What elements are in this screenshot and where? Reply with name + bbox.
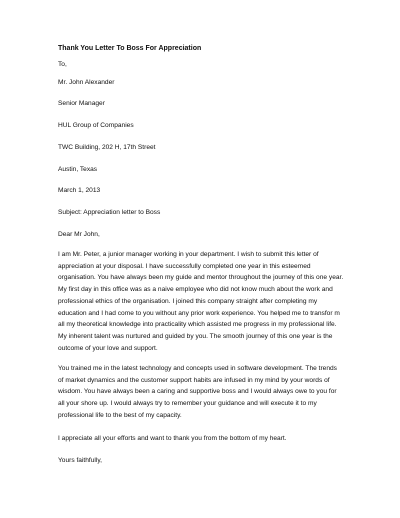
paragraph-line: all my theoretical knowledge into practicality which assisted me progress in my professional life. bbox=[58, 321, 337, 329]
paragraph-line: professional ethics of the organisation. I joined this company straight after completing my bbox=[58, 297, 318, 305]
letter-date: March 1, 2013 bbox=[58, 187, 101, 194]
paragraph-line: My inherent talent was nurtured and guided by you. The smooth journey of this one year is the bbox=[58, 332, 333, 340]
paragraph-line: all your shore up. I would always try to remember your guidance and will execute it to my bbox=[58, 400, 317, 408]
paragraph-line: education and I had come to you without any prior work experience. You helped me to transfor m bbox=[58, 309, 340, 317]
paragraph-line: outcome of your love and support. bbox=[58, 344, 158, 352]
recipient-title: Senior Manager bbox=[58, 100, 105, 107]
paragraph-line: appreciation at your disposal. I have successfully completed one year in this esteemed bbox=[58, 262, 311, 270]
greeting: Dear Mr John, bbox=[58, 231, 100, 238]
paragraph-1 bbox=[58, 249, 378, 354]
paragraph-3: I appreciate all your efforts and want to thank you from the bottom of my heart. bbox=[58, 435, 287, 442]
paragraph-2 bbox=[58, 363, 378, 422]
paragraph-line: My first day in this office was as a naive employee who did not know much about the work and bbox=[58, 286, 333, 294]
address-line: TWC Building, 202 H, 17th Street bbox=[58, 144, 156, 151]
paragraph-line: organisation. You have always been my guide and mentor throughout the journey of this one year. bbox=[58, 274, 344, 282]
salutation-to: To, bbox=[58, 61, 67, 68]
letter-title: Thank You Letter To Boss For Appreciation bbox=[58, 45, 202, 52]
closing-line: Yours faithfully, bbox=[58, 457, 102, 464]
paragraph-line: wisdom. You have always been a caring and supportive boss and I would always owe to you for bbox=[58, 388, 337, 396]
subject-line: Subject: Appreciation letter to Boss bbox=[58, 209, 161, 216]
paragraph-line: I am Mr. Peter, a junior manager working in your department. I wish to submit this letter of bbox=[58, 251, 319, 258]
recipient-name: Mr. John Alexander bbox=[58, 79, 115, 86]
city-line: Austin, Texas bbox=[58, 166, 98, 173]
paragraph-line: professional life to the best of my capacity. bbox=[58, 411, 182, 419]
company-name: HUL Group of Companies bbox=[58, 122, 134, 129]
paragraph-line: You trained me in the latest technology and concepts used in software development. The trends bbox=[58, 365, 337, 372]
paragraph-line: of market dynamics and the customer support habits are infused in my mind by your words of bbox=[58, 376, 330, 384]
